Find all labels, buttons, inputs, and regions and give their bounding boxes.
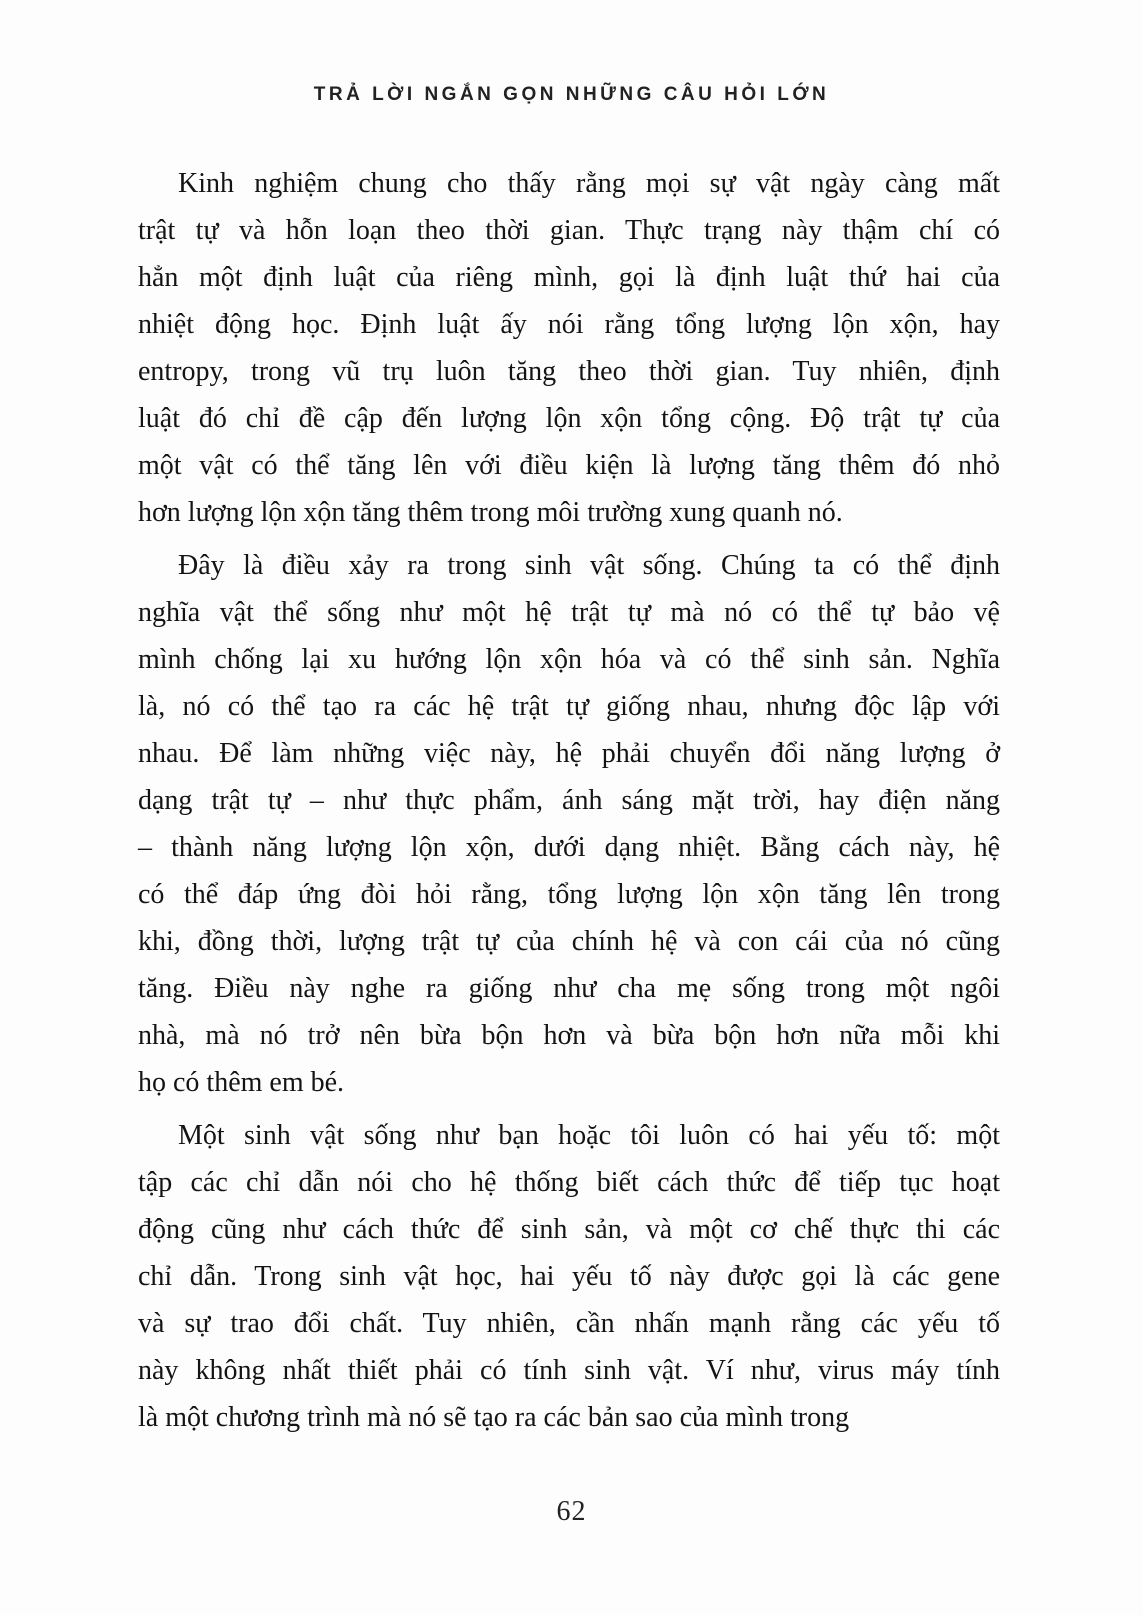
text-line: tập các chỉ dẫn nói cho hệ thống biết cách thức để tiếp tục hoạt (138, 1167, 1000, 1198)
paragraph (138, 1112, 1000, 1441)
text-line: tăng. Điều này nghe ra giống như cha mẹ sống trong một ngôi (138, 973, 1000, 1004)
text-line: nhiệt động học. Định luật ấy nói rằng tổng lượng lộn xộn, hay (138, 309, 1000, 340)
text-line: là, nó có thể tạo ra các hệ trật tự giống nhau, nhưng độc lập với (138, 691, 1000, 722)
text-line: mình chống lại xu hướng lộn xộn hóa và có thể sinh sản. Nghĩa (138, 644, 1000, 675)
paragraph (138, 542, 1000, 1106)
text-line: chỉ dẫn. Trong sinh vật học, hai yếu tố này được gọi là các gene (138, 1261, 1000, 1292)
text-line: hơn lượng lộn xộn tăng thêm trong môi trường xung quanh nó. (138, 497, 843, 528)
text-line: nghĩa vật thể sống như một hệ trật tự mà nó có thể tự bảo vệ (138, 597, 1000, 628)
text-line: có thể đáp ứng đòi hỏi rằng, tổng lượng lộn xộn tăng lên trong (138, 879, 1000, 910)
text-line: dạng trật tự – như thực phẩm, ánh sáng mặt trời, hay điện năng (138, 785, 1000, 816)
text-line: động cũng như cách thức để sinh sản, và một cơ chế thực thi các (138, 1214, 1000, 1245)
paragraph (138, 160, 1000, 536)
text-line: Đây là điều xảy ra trong sinh vật sống. Chúng ta có thể định (178, 550, 1000, 581)
text-line: Một sinh vật sống như bạn hoặc tôi luôn có hai yếu tố: một (178, 1120, 1000, 1151)
text-line: khi, đồng thời, lượng trật tự của chính hệ và con cái của nó cũng (138, 926, 1000, 957)
text-line: một vật có thể tăng lên với điều kiện là lượng tăng thêm đó nhỏ (138, 450, 1000, 481)
text-line: entropy, trong vũ trụ luôn tăng theo thời gian. Tuy nhiên, định (138, 356, 1000, 387)
text-line: và sự trao đổi chất. Tuy nhiên, cần nhấn mạnh rằng các yếu tố (138, 1308, 1000, 1339)
page-number: 62 (556, 1496, 587, 1527)
text-line: nhà, mà nó trở nên bừa bộn hơn và bừa bộn hơn nữa mỗi khi (138, 1020, 1000, 1051)
text-line: là một chương trình mà nó sẽ tạo ra các bản sao của mình trong (138, 1402, 850, 1433)
body-text (138, 160, 1000, 1441)
running-head: TRẢ LỜI NGẮN GỌN NHỮNG CÂU HỎI LỚN (313, 84, 830, 105)
text-line: họ có thêm em bé. (138, 1067, 345, 1098)
text-line: này không nhất thiết phải có tính sinh vật. Ví như, virus máy tính (138, 1355, 1000, 1386)
text-line: trật tự và hỗn loạn theo thời gian. Thực trạng này thậm chí có (138, 215, 1000, 246)
text-line: Kinh nghiệm chung cho thấy rằng mọi sự vật ngày càng mất (178, 168, 1000, 199)
text-line: nhau. Để làm những việc này, hệ phải chuyển đổi năng lượng ở (138, 738, 1000, 769)
text-line: luật đó chỉ đề cập đến lượng lộn xộn tổng cộng. Độ trật tự của (138, 403, 1000, 434)
text-line: – thành năng lượng lộn xộn, dưới dạng nhiệt. Bằng cách này, hệ (138, 832, 1000, 863)
text-line: hẳn một định luật của riêng mình, gọi là định luật thứ hai của (138, 262, 1000, 293)
